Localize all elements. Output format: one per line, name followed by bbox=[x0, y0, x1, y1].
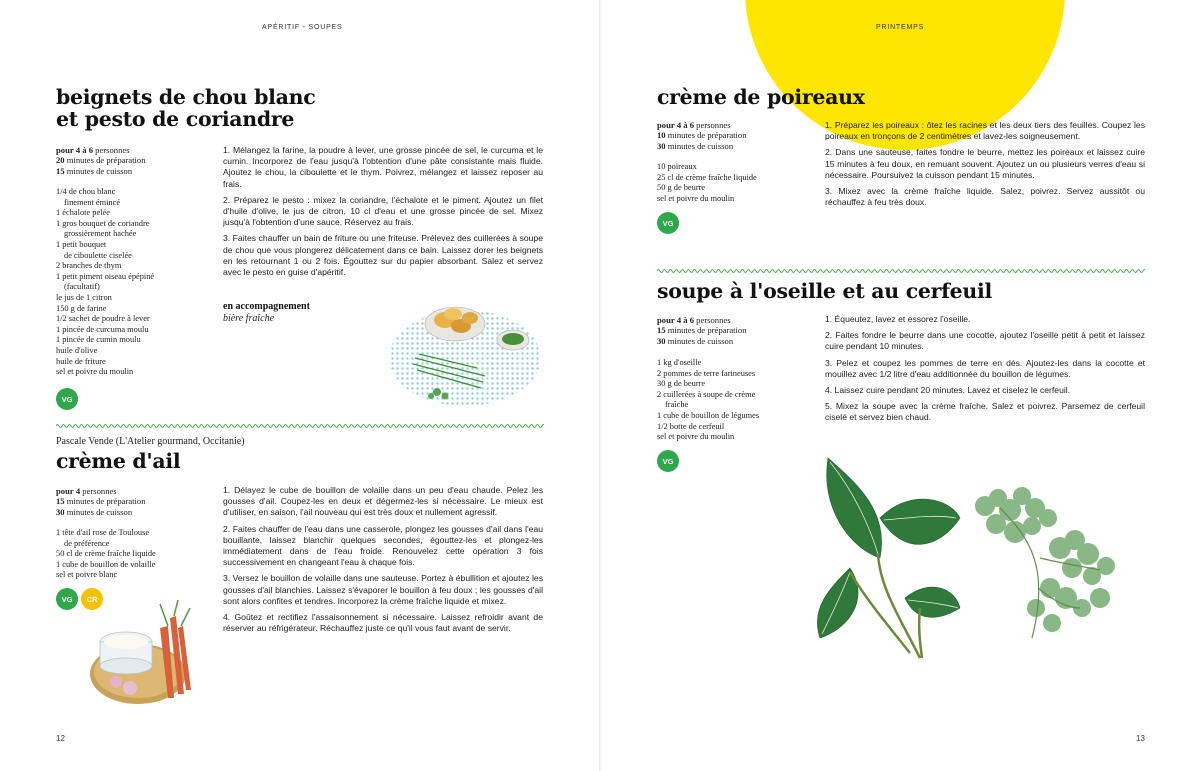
recipe-step: 4. Laissez cuire pendant 20 minutes. Lavez et ciselez le cerfeuil. bbox=[825, 385, 1071, 396]
recipe-meta: pour 4 à 6 personnes 20 minutes de préparation 15 minutes de cuisson bbox=[56, 145, 146, 176]
ingredient-item: 1 pincée de curcuma moulu bbox=[56, 324, 149, 334]
recipe-step: 2. Dans une sauteuse, faites fondre le beurre, mettez les poireaux et laissez cuire 15 minutes à feu doux, en remuant souvent. Ajoutez un ou plusieurs verres d'eau si nécessaire. Poursuivez la cuisson pendant 15 minutes. bbox=[825, 147, 1145, 180]
recipe-step: 3. Versez le bouillon de volaille dans une sauteuse. Portez à ébullition et ajoutez les gousses d'ail blanchies. Laissez s'évaporer le bouillon à feu doux ; les gousses d'ail sont alors confites et tendres. Incorporez la crème fraîche liquide et mixez. bbox=[223, 573, 543, 606]
recipe-steps bbox=[825, 314, 1145, 429]
ingredient-item: 30 g de beurre bbox=[657, 379, 706, 389]
recipe-step: 3. Pelez et coupez les pommes de terre en dés. Ajoutez-les dans la cocotte et mouillez avec 1/2 litre d'eau additionnée du bouillon de légumes. bbox=[825, 357, 1145, 379]
recipe-title-creme-ail: crème d'ail bbox=[56, 449, 181, 473]
wave-line bbox=[657, 270, 1145, 273]
recipe-step: 3. Faites chauffer un bain de friture ou une friteuse. Prélevez des cuillerées à soupe de chou que vous plongerez délicatement dans ce bain. Laissez dorer les beignets en les retournant 1 ou 2 fois. Égouttez sur du papier absorbant. Salez et servez avec le pesto en guise d'apéritif. bbox=[223, 233, 543, 278]
ingredient-item: grossièrement hachée bbox=[64, 229, 137, 239]
right-page bbox=[600, 0, 1200, 771]
recipe-step: 1. Préparez les poireaux : ôtez les racines et les deux tiers des feuilles. Coupez les poireaux en tronçons de 2 centimètres et lavez-les soigneusement. bbox=[825, 120, 1145, 142]
vegetarian-badge: VG bbox=[56, 588, 78, 610]
recipe-meta: pour 4 à 6 personnes 15 minutes de préparation 30 minutes de cuisson bbox=[657, 315, 747, 346]
recipe-meta: pour 4 personnes 15 minutes de préparation 30 minutes de cuisson bbox=[56, 486, 146, 517]
ingredient-item: 1 tête d'ail rose de Toulouse bbox=[56, 528, 150, 537]
sorrel-chervil-illustration bbox=[810, 448, 1150, 663]
accompaniment-value: bière fraîche bbox=[223, 313, 275, 324]
title-line-1: beignets de chou blanc bbox=[56, 85, 316, 109]
recipe-author: Pascale Vende (L'Atelier gourmand, Occitanie) bbox=[56, 436, 245, 447]
garlic-cream-illustration bbox=[88, 598, 200, 710]
ingredient-item: le jus de 1 citron bbox=[56, 292, 112, 302]
vegetarian-badge: VG bbox=[657, 450, 679, 472]
cr-badge: CR bbox=[81, 588, 103, 610]
recipe-steps bbox=[223, 485, 543, 639]
recipe-step: 1. Mélangez la farine, la poudre à lever, une grosse pincée de sel, le curcuma et le cumin. Incorporez de l'eau jusqu'à l'obtention d'une pâte consistante mais fluide. Ajoutez le chou, la ciboulette et le thym. Poivrez, mélangez et laissez reposer au frais. bbox=[223, 145, 543, 189]
recipe-steps bbox=[825, 120, 1145, 213]
recipe-step: 2. Faites fondre le beurre dans une cocotte, ajoutez l'oseille petit à petit et laissez cuire pendant 10 minutes. bbox=[825, 330, 1145, 352]
vegetarian-badge: VG bbox=[56, 388, 78, 410]
ingredient-item: 25 cl de crème fraîche liquide bbox=[657, 172, 757, 182]
recipe-step: 5. Mixez la soupe avec la crème fraîche. Salez et poivrez. Parsemez de cerfeuil ciselé et servez bien chaud. bbox=[825, 401, 1145, 423]
ingredient-list bbox=[56, 528, 206, 581]
ingredient-item: sel et poivre du moulin bbox=[657, 193, 735, 203]
recipe-step: 3. Mixez avec la crème fraîche liquide. Salez, poivrez. Servez aussitôt ou réchauffez à feu très doux. bbox=[825, 186, 1145, 208]
ingredient-item: de ciboulette ciselée bbox=[64, 250, 132, 260]
recipe-step: 1. Équeutez, lavez et essorez l'oseille. bbox=[825, 314, 971, 324]
ingredient-item: sel et poivre blanc bbox=[56, 570, 118, 580]
recipe-step: 2. Faites chauffer de l'eau dans une casserole, plongez les gousses d'ail dans l'eau bouillante, laissez blanchir quelques secondes, égouttez-les et plongez-les immédiatement dans de l'eau froide. Renouvelez cette opération 3 fois successivement en changeant l'eau à chaque fois. bbox=[223, 523, 543, 568]
recipe-step: 4. Goûtez et rectifiez l'assaisonnement si nécessaire. Laissez refroidir avant de réserver au réfrigérateur. Réchauffez juste ce qu'il vous faut avant de servir. bbox=[223, 612, 543, 634]
ingredient-item: 150 g de farine bbox=[56, 303, 107, 313]
ingredient-item: fraîche bbox=[665, 400, 689, 410]
ingredient-item: 1/4 de chou blanc bbox=[56, 187, 116, 196]
recipe-step: 1. Délayez le cube de bouillon de volaille dans un peu d'eau chaude. Pelez les gousses d'ail. Coupez-les en deux et dégermez-les si nécessaire. Le mieux est d'utiliser, en saison, l'ail nouveau qui est très doux et nullement agressif. bbox=[223, 485, 543, 518]
ingredient-item: sel et poivre du moulin bbox=[657, 432, 735, 442]
section-divider bbox=[657, 268, 1145, 274]
recipe-title-soupe-oseille: soupe à l'oseille et au cerfeuil bbox=[657, 279, 992, 303]
ingredient-item: 50 g de beurre bbox=[657, 183, 706, 193]
ingredient-list bbox=[657, 162, 807, 204]
ingredient-item: 1 petit piment oiseau épépiné bbox=[56, 271, 155, 281]
wave-line bbox=[56, 425, 544, 428]
ingredient-list bbox=[657, 358, 807, 443]
recipe-step: 2. Préparez le pesto : mixez la coriandre, l'échalote et le piment. Ajoutez un filet d'huile d'olive, le jus de citron, 10 cl d'eau et une grosse pincée de sel. Mixez jusqu'à l'obtention d'une sauce. Réservez au frais. bbox=[223, 194, 543, 228]
title-line-2: et pesto de coriandre bbox=[56, 107, 295, 131]
ingredient-item: finement émincé bbox=[64, 197, 121, 207]
ingredient-item: (facultatif) bbox=[64, 282, 100, 292]
ingredient-item: 1/2 botte de cerfeuil bbox=[657, 421, 725, 431]
ingredient-item: 1 petit bouquet bbox=[56, 239, 107, 249]
running-head-left: APÉRITIF - SOUPES bbox=[262, 24, 343, 31]
running-head-right: PRINTEMPS bbox=[876, 24, 925, 31]
ingredient-item: 1 cube de bouillon de légumes bbox=[657, 410, 760, 420]
beignets-illustration bbox=[385, 296, 545, 411]
ingredient-item: 1 kg d'oseille bbox=[657, 358, 702, 367]
ingredient-item: 1 échalote pelée bbox=[56, 208, 110, 218]
recipe-steps bbox=[223, 145, 543, 283]
ingredient-item: 1/2 sachet de poudre à lever bbox=[56, 314, 150, 324]
ingredient-item: 1 pincée de cumin moulu bbox=[56, 335, 141, 345]
ingredient-item: 2 cuillerées à soupe de crème bbox=[657, 389, 756, 399]
ingredient-item: 10 poireaux bbox=[657, 162, 697, 171]
vegetarian-badge: VG bbox=[657, 212, 679, 234]
ingredient-list bbox=[56, 187, 206, 378]
recipe-meta: pour 4 à 6 personnes 10 minutes de préparation 30 minutes de cuisson bbox=[657, 120, 747, 151]
recipe-title-beignets bbox=[56, 86, 315, 130]
page-number-right: 13 bbox=[1136, 734, 1145, 743]
ingredient-item: 50 cl de crème fraîche liquide bbox=[56, 549, 156, 559]
ingredient-item: 1 cube de bouillon de volaille bbox=[56, 559, 156, 569]
accompaniment-heading: en accompagnement bbox=[223, 301, 310, 312]
ingredient-item: sel et poivre du moulin bbox=[56, 367, 134, 377]
ingredient-item: 2 pommes de terre farineuses bbox=[657, 368, 756, 378]
ingredient-item: de préférence bbox=[64, 538, 110, 548]
recipe-title-creme-poireaux: crème de poireaux bbox=[657, 85, 865, 109]
ingredient-item: 2 branches de thym bbox=[56, 261, 122, 271]
ingredient-item: huile de friture bbox=[56, 356, 106, 366]
section-divider bbox=[56, 423, 544, 429]
page-number-left: 12 bbox=[56, 734, 65, 743]
ingredient-item: huile d'olive bbox=[56, 345, 98, 355]
ingredient-item: 1 gros bouquet de coriandre bbox=[56, 218, 150, 228]
